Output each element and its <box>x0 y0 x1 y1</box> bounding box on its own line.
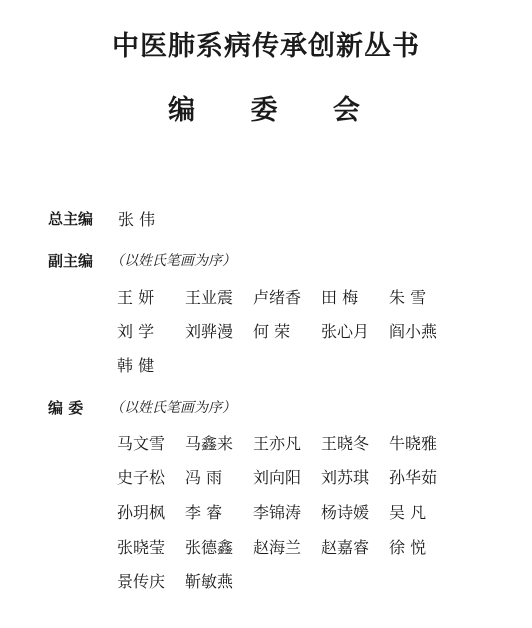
editorial-board-member-name: 刘向阳 <box>253 468 302 487</box>
deputy-editor-name: 王 妍 <box>117 288 155 307</box>
editorial-board-member-name: 孙玥枫 <box>117 503 166 522</box>
editorial-board-member-name: 马文雪 <box>117 434 166 453</box>
editorial-board-member-name: 李 睿 <box>185 503 223 522</box>
deputy-editor-name: 田 梅 <box>321 288 359 307</box>
deputy-editor-name: 朱 雪 <box>389 288 427 307</box>
deputy-editor-row <box>117 319 457 342</box>
deputy-editor-name: 何 荣 <box>253 322 291 341</box>
editorial-board-member-name: 杨诗媛 <box>321 503 370 522</box>
editorial-board-member-name: 牛晓雅 <box>389 434 438 453</box>
deputy-editor-name: 刘 学 <box>117 322 155 341</box>
editorial-board-label: 编 委 <box>48 399 84 417</box>
deputy-editor-name: 阎小燕 <box>389 322 438 341</box>
deputy-editor-name: 韩 健 <box>117 356 155 375</box>
editorial-board-row <box>117 569 253 592</box>
editorial-board-row <box>117 431 457 454</box>
editorial-board-row <box>117 500 457 523</box>
editorial-board-member-name: 靳敏燕 <box>185 572 234 591</box>
editorial-board-member-name: 王亦凡 <box>253 434 302 453</box>
editorial-board-member-name: 景传庆 <box>117 572 166 591</box>
editorial-board-member-name: 吴 凡 <box>389 503 427 522</box>
chief-editor-name: 张 伟 <box>118 210 156 229</box>
editorial-board-member-name: 赵海兰 <box>253 538 302 557</box>
deputy-editor-name: 张心月 <box>321 322 370 341</box>
series-title: 中医肺系病传承创新丛书 <box>112 31 420 62</box>
editorial-board-member-name: 孙华茹 <box>389 468 438 487</box>
editorial-board-ordering-note: （以姓氏笔画为序） <box>110 400 236 416</box>
editorial-board-member-name: 王晓冬 <box>321 434 370 453</box>
editorial-board-row <box>117 465 457 488</box>
editorial-board-member-name: 徐 悦 <box>389 538 427 557</box>
deputy-editor-ordering-note: （以姓氏笔画为序） <box>110 253 236 269</box>
editorial-board-member-name: 史子松 <box>117 468 166 487</box>
deputy-editor-label: 副主编 <box>48 252 94 270</box>
committee-title: 编 委 会 <box>168 95 374 126</box>
editorial-board-member-name: 冯 雨 <box>185 468 223 487</box>
deputy-editor-row <box>117 353 185 376</box>
editorial-board-member-name: 张德鑫 <box>185 538 234 557</box>
editorial-board-member-name: 李锦涛 <box>253 503 302 522</box>
deputy-editor-row <box>117 285 457 308</box>
editorial-board-member-name: 马鑫来 <box>185 434 234 453</box>
chief-editor-label: 总主编 <box>48 210 94 228</box>
deputy-editor-name: 刘骅漫 <box>185 322 234 341</box>
editorial-board-member-name: 赵嘉睿 <box>321 538 370 557</box>
deputy-editor-name: 王业震 <box>185 288 234 307</box>
editorial-board-member-name: 张晓莹 <box>117 538 166 557</box>
editorial-board-row <box>117 535 457 558</box>
editorial-board-member-name: 刘苏琪 <box>321 468 370 487</box>
deputy-editor-name: 卢绪香 <box>253 288 302 307</box>
